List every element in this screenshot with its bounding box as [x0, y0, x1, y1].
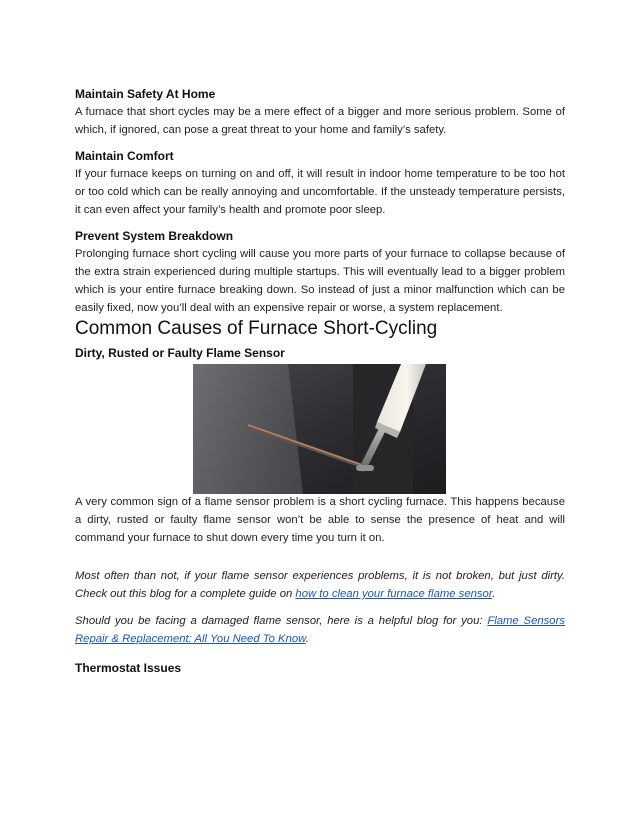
clean-sensor-link[interactable]: how to clean your furnace flame sensor	[295, 588, 493, 600]
cause-heading-thermostat: Thermostat Issues	[75, 661, 182, 675]
causes-title: Common Causes of Furnace Short-Cycling	[75, 318, 438, 339]
section-body: A furnace that short cycles may be a mere effect of a bigger and more serious problem. Some of which, if ignored, can pose a great threat to your home and family’s safety.	[75, 106, 565, 136]
cause-heading-flame-sensor: Dirty, Rusted or Faulty Flame Sensor	[75, 346, 285, 360]
tip-replace-sensor	[75, 612, 565, 648]
section-heading: Maintain Safety At Home	[75, 87, 216, 101]
cause-body-flame-sensor	[75, 493, 565, 547]
tip-text: Should you be facing a damaged flame sensor, here is a helpful blog for you:	[75, 615, 488, 627]
section-safety	[75, 86, 565, 139]
section-heading: Maintain Comfort	[75, 149, 174, 163]
tip-clean-sensor	[75, 567, 565, 603]
flame-sensor-photo	[193, 364, 446, 494]
section-heading: Prevent System Breakdown	[75, 229, 234, 243]
tip-end: .	[492, 588, 496, 600]
paragraph: A very common sign of a flame sensor problem is a short cycling furnace. This happens because a dirty, rusted or faulty flame sensor won’t be able to sense the presence of heat and will command your furnace to shut down every time you turn it on.	[75, 496, 565, 544]
section-body: Prolonging furnace short cycling will cause you more parts of your furnace to collapse because of the extra strain experienced during multiple startups. This will eventually lead to a bigger problem which is your entire furnace breaking down. So instead of just a minor malfunction which can be easily fixed, now you’ll deal with an expensive repair or worse, a system replacement.	[75, 248, 565, 314]
section-comfort	[75, 148, 565, 219]
tip-end: .	[305, 633, 309, 645]
section-body: If your furnace keeps on turning on and off, it will result in indoor home temperature to be too hot or too cold which can be really annoying and uncomfortable. If the unsteady temperature persists, it can even affect your family’s health and promote poor sleep.	[75, 168, 565, 216]
sensor-replacement-link[interactable]: Flame Sensors Repair & Replacement: All You Need To Know	[75, 615, 565, 645]
section-breakdown	[75, 228, 565, 317]
tip-text: Most often than not, if your flame sensor experiences problems, it is not broken, but just dirty. Check out this blog for a complete guide on	[75, 570, 565, 600]
